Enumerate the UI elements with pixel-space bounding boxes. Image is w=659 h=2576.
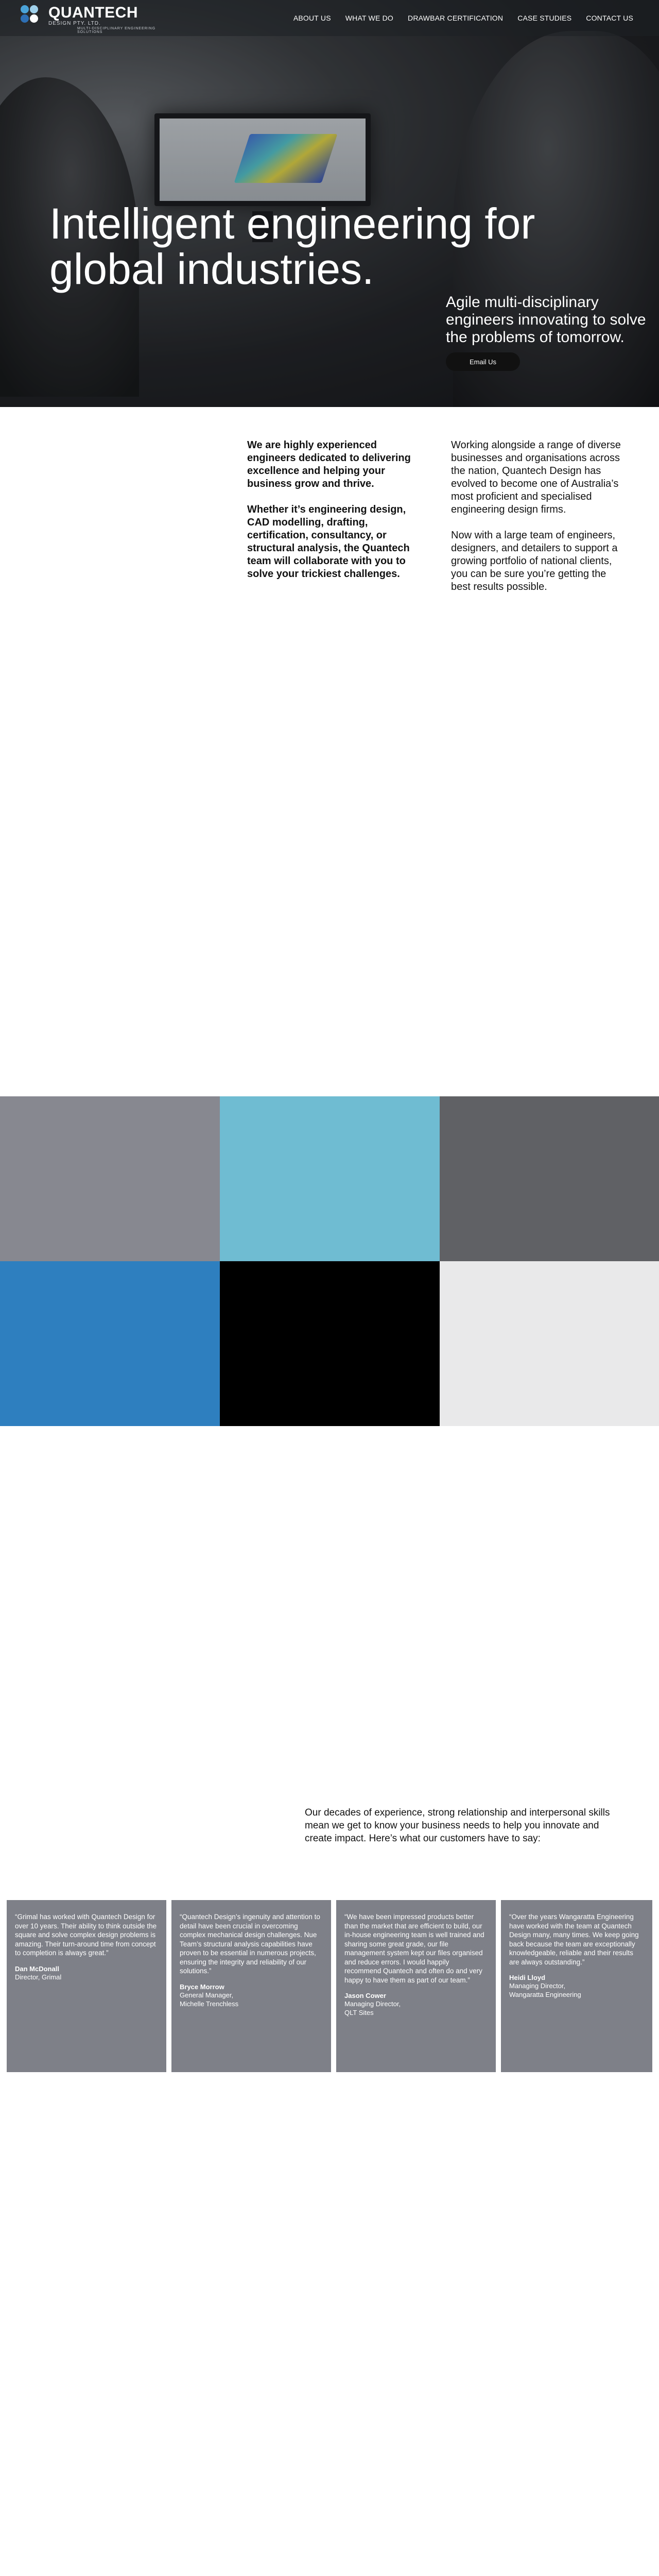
testimonial-quote: “Grimal has worked with Quantech Design for over 10 years. Their ability to think outside the square and solve complex design problems is amazing. Their turn-around time from concept to completion is always great.” bbox=[15, 1913, 157, 1957]
testimonial-role: General Manager, Michelle Trenchless bbox=[180, 1991, 239, 2008]
hero-section bbox=[0, 0, 659, 407]
site-header bbox=[0, 0, 659, 36]
main-nav bbox=[293, 13, 633, 23]
testimonial-card bbox=[171, 1900, 331, 2072]
testimonial-role: Managing Director, Wangaratta Engineering bbox=[509, 1982, 581, 1998]
testimonial-author: Dan McDonall bbox=[15, 1964, 59, 1973]
quantech-logo[interactable] bbox=[21, 3, 160, 33]
service-tile-5[interactable] bbox=[220, 1261, 440, 1426]
testimonial-role: Director, Grimal bbox=[15, 1973, 62, 1981]
nav-case-studies[interactable]: CASE STUDIES bbox=[517, 14, 572, 22]
logo-mark-icon bbox=[21, 5, 43, 28]
nav-drawbar-certification[interactable]: DRAWBAR CERTIFICATION bbox=[408, 14, 504, 22]
testimonials-intro: Our decades of experience, strong relationship and interpersonal skills mean we get to know your business needs to help you innovate and create impact. Here’s what our customers have to say: bbox=[305, 1807, 610, 1844]
testimonial-quote: “Over the years Wangaratta Engineering have worked with the team at Quantech Design many, many times. We keep going back because the team are exceptionally knowledgeable, reliable and their results are always outstanding.” bbox=[509, 1913, 639, 1966]
service-tile-6[interactable] bbox=[440, 1261, 659, 1426]
testimonial-card bbox=[336, 1900, 496, 2072]
intro-right-paragraph-2: Now with a large team of engineers, designers, and detailers to support a growing portfolio of national clients, you can be sure you’re getting the best results possible. bbox=[451, 530, 618, 592]
testimonial-author: Bryce Morrow bbox=[180, 1982, 224, 1991]
service-tiles-grid bbox=[0, 1096, 659, 1426]
service-tile-4[interactable] bbox=[0, 1261, 220, 1426]
nav-what-we-do[interactable]: WHAT WE DO bbox=[345, 14, 394, 22]
intro-right-column bbox=[451, 439, 626, 606]
hero-title: Intelligent engineering for global industries. bbox=[49, 199, 535, 293]
testimonial-card bbox=[7, 1900, 166, 2072]
testimonial-role: Managing Director, QLT Sites bbox=[344, 2000, 401, 2016]
nav-about-us[interactable]: ABOUT US bbox=[293, 14, 331, 22]
hero-subtitle: Agile multi-disciplinary engineers innovating to solve the problems of tomorrow. bbox=[446, 294, 646, 346]
testimonial-quote: “Quantech Design’s ingenuity and attention to detail have been crucial in overcoming complex mechanical design challenges. Nue Team’s structural analysis capabilities have proven to be essential in numerous projects, ensuring the integrity and reliability of our solutions.” bbox=[180, 1913, 320, 1975]
service-tile-1[interactable] bbox=[0, 1096, 220, 1261]
service-tile-2[interactable] bbox=[220, 1096, 440, 1261]
intro-left-paragraph-1: We are highly experienced engineers dedicated to delivering excellence and helping your business grow and thrive. bbox=[247, 439, 411, 489]
intro-left-paragraph-2: Whether it’s engineering design, CAD modelling, drafting, certification, consultancy, or structural analysis, the Quantech team will collaborate with you to solve your trickiest challenges. bbox=[247, 504, 410, 580]
testimonial-author: Jason Cower bbox=[344, 1992, 386, 1999]
intro-right-paragraph-1: Working alongside a range of diverse businesses and organisations across the nation, Quantech Design has evolved to become one of Australia’s most proficient and specialised engineering design firms. bbox=[451, 439, 621, 515]
intro-left-column bbox=[247, 439, 412, 594]
logo-name: QUANTECH bbox=[48, 4, 138, 21]
nav-contact-us[interactable]: CONTACT US bbox=[586, 14, 633, 22]
email-us-button[interactable]: Email Us bbox=[446, 352, 520, 371]
logo-subtitle: DESIGN PTY. LTD. bbox=[48, 21, 101, 26]
testimonial-author: Heidi Lloyd bbox=[509, 1974, 546, 1981]
testimonial-quote: “We have been impressed products better than the market that are efficient to build, our in-house engineering team is well trained and sharing some great grade, our file management system kept our files organised and reduce errors. I would happily recommend Quantech and often do and very happy to have them as part of our team.” bbox=[344, 1913, 484, 1984]
testimonial-card bbox=[501, 1900, 652, 2072]
service-tile-3[interactable] bbox=[440, 1096, 659, 1261]
logo-tagline: MULTI-DISCIPLINARY ENGINEERING SOLUTIONS bbox=[77, 27, 156, 34]
